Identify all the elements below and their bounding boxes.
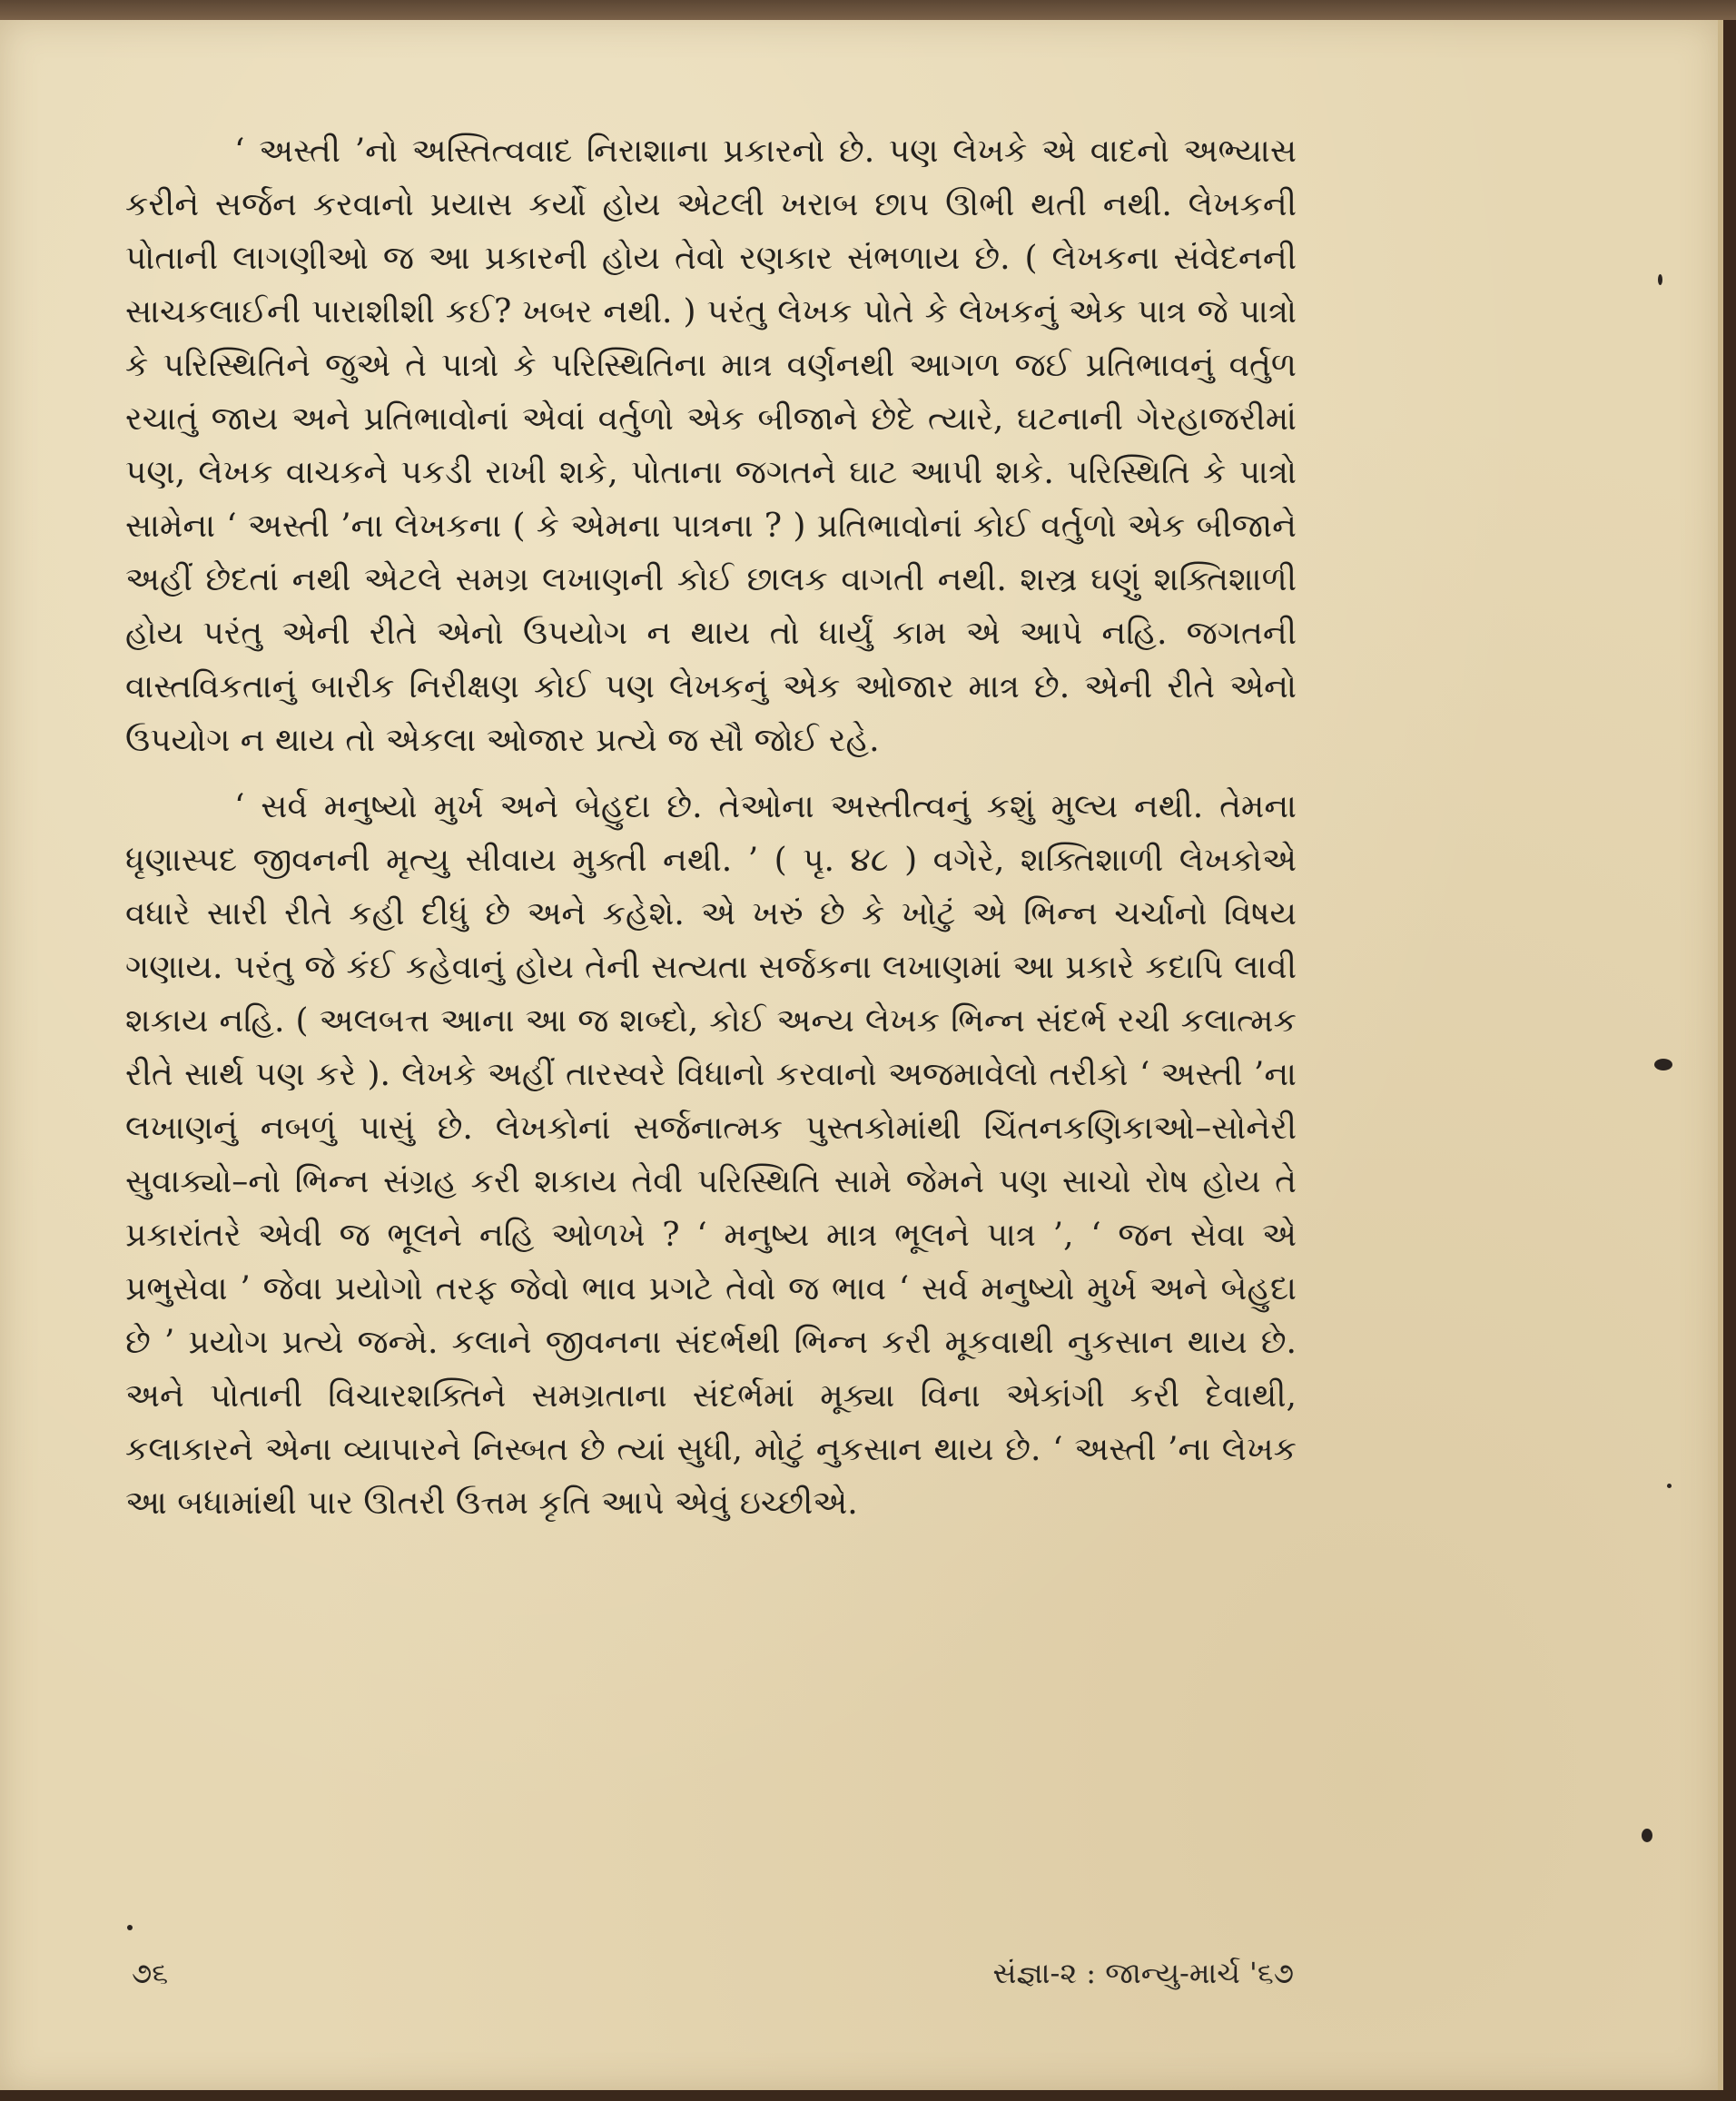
page-top-edge bbox=[0, 0, 1736, 20]
article-body bbox=[125, 124, 1297, 1543]
ink-speck bbox=[1658, 274, 1662, 285]
page-footer bbox=[132, 1956, 1294, 1991]
page-number: ૭૬ bbox=[132, 1956, 169, 1990]
journal-issue-label: સંજ્ઞા-૨ : જાન્યુ-માર્ચ '૬૭ bbox=[992, 1956, 1294, 1990]
paragraph-1: ‘ અસ્તી ’નો અસ્તિત્વવાદ નિરાશાના પ્રકારનો છે. પણ લેખકે એ વાદનો અભ્યાસ કરીને સર્જન કરવાનો પ્રયાસ કર્યો હોય એટલી ખરાબ છાપ ઊભી થતી નથી. લેખકની પોતાની લાગણીઓ જ આ પ્રકારની હોય તેવો રણકાર સંભળાય છે. ( લેખકના સંવેદનની સાચકલાઈની પારાશીશી કઈ? ખબર નથી. ) પરંતુ લેખક પોતે કે લેખકનું એક પાત્ર જે પાત્રો કે પરિસ્થિતિને જુએ તે પાત્રો કે પરિસ્થિતિના માત્ર વર્ણનથી આગળ જઈ પ્રતિભાવનું વર્તુળ રચાતું જાય અને પ્રતિભાવોનાં એવાં વર્તુળો એક બીજાને છેદે ત્યારે, ઘટનાની ગેરહાજરીમાં પણ, લેખક વાચકને પકડી રાખી શકે, પોતાના જગતને ઘાટ આપી શકે. પરિસ્થિતિ કે પાત્રો સામેના ‘ અસ્તી ’ના લેખકના ( કે એમના પાત્રના ? ) પ્રતિભાવોનાં કોઈ વર્તુળો એક બીજાને અહીં છેદતાં નથી એટલે સમગ્ર લખાણની કોઈ છાલક વાગતી નથી. શસ્ત્ર ઘણું શક્તિશાળી હોય પરંતુ એની રીતે એનો ઉપયોગ ન થાય તો ધાર્યું કામ એ આપે નહિ. જગતની વાસ્તવિકતાનું બારીક નિરીક્ષણ કોઈ પણ લેખકનું એક ઓજાર માત્ર છે. એની રીતે એનો ઉપયોગ ન થાય તો એકલા ઓજાર પ્રત્યે જ સૌ જોઈ રહે. bbox=[125, 133, 1297, 759]
ink-speck bbox=[1667, 1484, 1672, 1488]
book-page bbox=[0, 20, 1723, 2090]
ink-speck bbox=[1654, 1059, 1672, 1070]
paragraph-2: ‘ સર્વ મનુષ્યો મુર્ખ અને બેહુદા છે. તેઓના અસ્તીત્વનું કશું મુલ્ય નથી. તેમના ધૃણાસ્પદ જીવનની મૃત્યુ સીવાય મુક્તી નથી. ’ ( પૃ. ૪૮ ) વગેરે, શક્તિશાળી લેખકોએ વધારે સારી રીતે કહી દીધું છે અને કહેશે. એ ખરું છે કે ખોટું એ ભિન્ન ચર્ચાનો વિષય ગણાય. પરંતુ જે કંઈ કહેવાનું હોય તેની સત્યતા સર્જકના લખાણમાં આ પ્રકારે કદાપિ લાવી શકાય નહિ. ( અલબત્ત આના આ જ શબ્દો, કોઈ અન્ય લેખક ભિન્ન સંદર્ભ રચી કલાત્મક રીતે સાર્થ પણ કરે ). લેખકે અહીં તારસ્વરે વિધાનો કરવાનો અજમાવેલો તરીકો ‘ અસ્તી ’ના લખાણનું નબળું પાસું છે. લેખકોનાં સર્જનાત્મક પુસ્તકોમાંથી ચિંતનકણિકાઓ–સોનેરી સુવાક્યો–નો ભિન્ન સંગ્રહ કરી શકાય તેવી પરિસ્થિતિ સામે જેમને પણ સાચો રોષ હોય તે પ્રકારાંતરે એવી જ ભૂલને નહિ ઓળખે ? ‘ મનુષ્ય માત્ર ભૂલને પાત્ર ’, ‘ જન સેવા એ પ્રભુસેવા ’ જેવા પ્રયોગો તરફ જેવો ભાવ પ્રગટે તેવો જ ભાવ ‘ સર્વ મનુષ્યો મુર્ખ અને બેહુદા છે ’ પ્રયોગ પ્રત્યે જન્મે. કલાને જીવનના સંદર્ભથી ભિન્ન કરી મૂકવાથી નુકસાન થાય છે. અને પોતાની વિચારશક્તિને સમગ્રતાના સંદર્ભમાં મૂક્યા વિના એકાંગી કરી દેવાથી, કલાકારને એના વ્યાપારને નિસ્બત છે ત્યાં સુધી, મોટું નુકસાન થાય છે. ‘ અસ્તી ’ના લેખક આ બધામાંથી પાર ઊતરી ઉત્તમ કૃતિ આપે એવું ઇચ્છીએ. bbox=[125, 788, 1297, 1522]
ink-speck bbox=[1642, 1829, 1652, 1842]
ink-speck bbox=[127, 1925, 133, 1930]
